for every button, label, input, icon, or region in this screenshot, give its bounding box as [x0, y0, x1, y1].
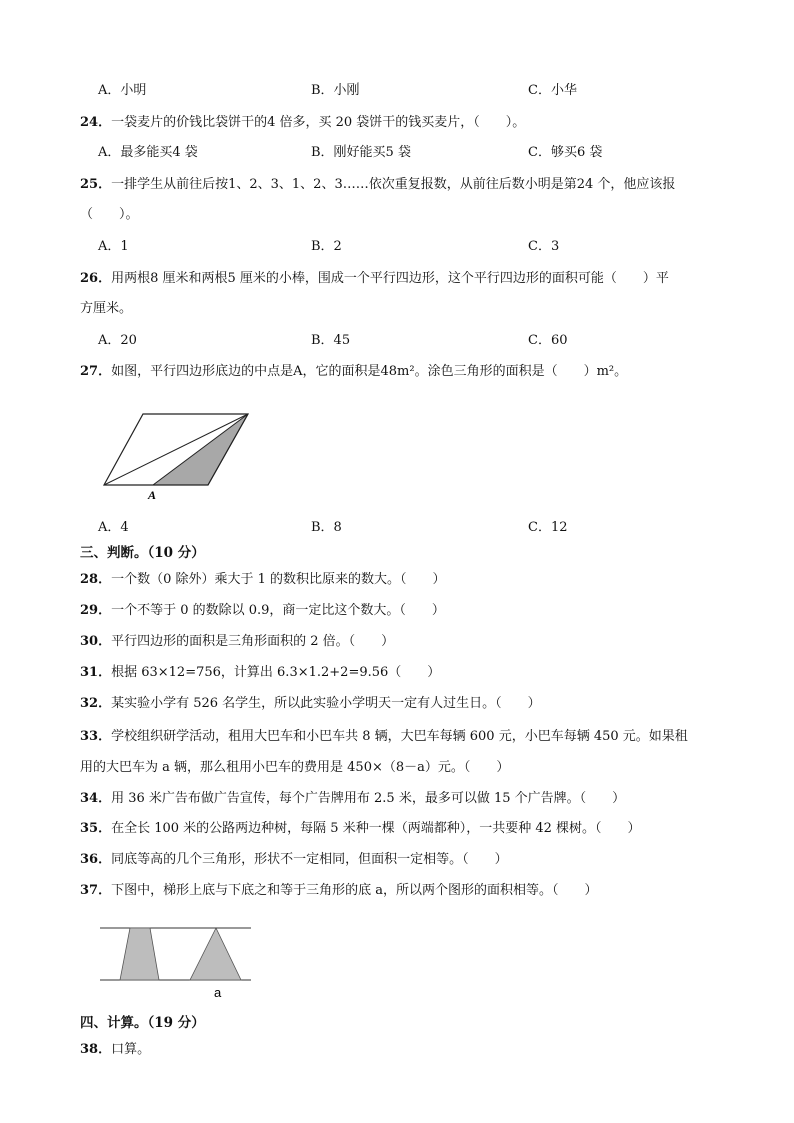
question-text: 平行四边形的面积是三角形面积的 2 倍。（ ） [111, 634, 395, 649]
q27-option-a[interactable]: A．4 [98, 520, 129, 535]
question-text: 根据 63×12=756，计算出 6.3×1.2+2=9.56（ ） [111, 665, 441, 680]
question-25-continued: （ ）。 [80, 207, 139, 222]
question-27 [80, 363, 627, 381]
question-text: 用 36 米广告布做广告宣传，每个广告牌用布 2.5 米，最多可以做 15 个广告牌。（ ） [111, 791, 626, 806]
q26-option-a[interactable]: A．20 [98, 333, 137, 348]
q27-option-b[interactable]: B．8 [311, 520, 342, 535]
question-number: 33． [80, 729, 112, 744]
question-31 [80, 664, 440, 682]
question-number: 25． [80, 177, 112, 192]
question-25 [80, 176, 675, 194]
question-35 [80, 820, 641, 838]
q25-option-c[interactable]: C．3 [528, 239, 560, 254]
question-number: 28． [80, 572, 112, 587]
question-29 [80, 602, 445, 620]
q23-option-b[interactable]: B．小刚 [311, 83, 360, 98]
question-text: 同底等高的几个三角形，形状不一定相同，但面积一定相等。（ ） [111, 852, 508, 867]
question-number: 32． [80, 696, 112, 711]
question-30 [80, 633, 394, 651]
question-number: 29． [80, 603, 112, 618]
question-36 [80, 851, 508, 869]
q27-option-c[interactable]: C．12 [528, 520, 568, 535]
question-28 [80, 571, 446, 589]
question-text: 某实验小学有 526 名学生，所以此实验小学明天一定有人过生日。（ ） [111, 696, 541, 711]
q24-option-a[interactable]: A．最多能买4 袋 [98, 145, 198, 160]
trapezoid-triangle-figure [98, 918, 253, 1002]
question-text: 下图中，梯形上底与下底之和等于三角形的底 a，所以两个图形的面积相等。（ ） [111, 883, 598, 898]
question-34 [80, 790, 625, 808]
question-number: 24． [80, 115, 112, 130]
question-26 [80, 270, 669, 288]
question-26-continued: 方厘米。 [80, 301, 133, 316]
q23-option-c[interactable]: C．小华 [528, 83, 577, 98]
question-number: 38． [80, 1042, 112, 1057]
q26-option-b[interactable]: B．45 [311, 333, 351, 348]
question-text: 一个数（0 除外）乘大于 1 的数积比原来的数大。（ ） [111, 572, 446, 587]
question-number: 30． [80, 634, 112, 649]
question-text: 用两根8 厘米和两根5 厘米的小棒，围成一个平行四边形，这个平行四边形的面积可能（ ）平 [111, 271, 669, 286]
q24-option-c[interactable]: C．够买6 袋 [528, 145, 603, 160]
question-number: 35． [80, 821, 112, 836]
parallelogram-figure [98, 408, 258, 503]
midpoint-label: A [148, 488, 157, 502]
q26-option-c[interactable]: C．60 [528, 333, 568, 348]
q23-option-a[interactable]: A．小明 [98, 83, 147, 98]
q25-option-a[interactable]: A．1 [98, 239, 129, 254]
question-number: 27． [80, 364, 112, 379]
question-38 [80, 1041, 150, 1059]
question-text: 一袋麦片的价钱比袋饼干的4 倍多，买 20 袋饼干的钱买麦片，（ ）。 [111, 115, 526, 130]
q25-option-b[interactable]: B．2 [311, 239, 342, 254]
question-number: 31． [80, 665, 112, 680]
shaded-triangle [153, 414, 248, 485]
question-text: 口算。 [111, 1042, 151, 1057]
question-text: 一排学生从前往后按1、2、3、1、2、3……依次重复报数，从前往后数小明是第24 个，他应该报 [111, 177, 676, 192]
question-37 [80, 882, 597, 900]
question-text: 学校组织研学活动，租用大巴车和小巴车共 8 辆，大巴车每辆 600 元，小巴车每辆 450 元。如果租 [111, 729, 688, 744]
base-label: a [214, 985, 222, 1000]
question-text: 如图，平行四边形底边的中点是A，它的面积是48m²。涂色三角形的面积是（ ）m²。 [111, 364, 628, 379]
question-32 [80, 695, 541, 713]
trapezoid-shape [120, 928, 159, 980]
question-number: 26． [80, 271, 112, 286]
question-number: 34． [80, 791, 112, 806]
question-number: 37． [80, 883, 112, 898]
question-33-continued: 用的大巴车为 a 辆，那么租用小巴车的费用是 450×（8－a）元。（ ） [80, 760, 510, 775]
section-heading-judgment: 三、判断。（10 分） [80, 545, 205, 561]
triangle-shape [190, 928, 241, 980]
question-33 [80, 728, 688, 746]
question-text: 在全长 100 米的公路两边种树，每隔 5 米种一棵（两端都种），一共要种 42 棵树。（ ） [111, 821, 641, 836]
question-text: 一个不等于 0 的数除以 0.9，商一定比这个数大。（ ） [111, 603, 445, 618]
question-24 [80, 114, 525, 132]
q24-option-b[interactable]: B．刚好能买5 袋 [311, 145, 411, 160]
section-heading-calculation: 四、计算。（19 分） [80, 1015, 205, 1031]
question-number: 36． [80, 852, 112, 867]
